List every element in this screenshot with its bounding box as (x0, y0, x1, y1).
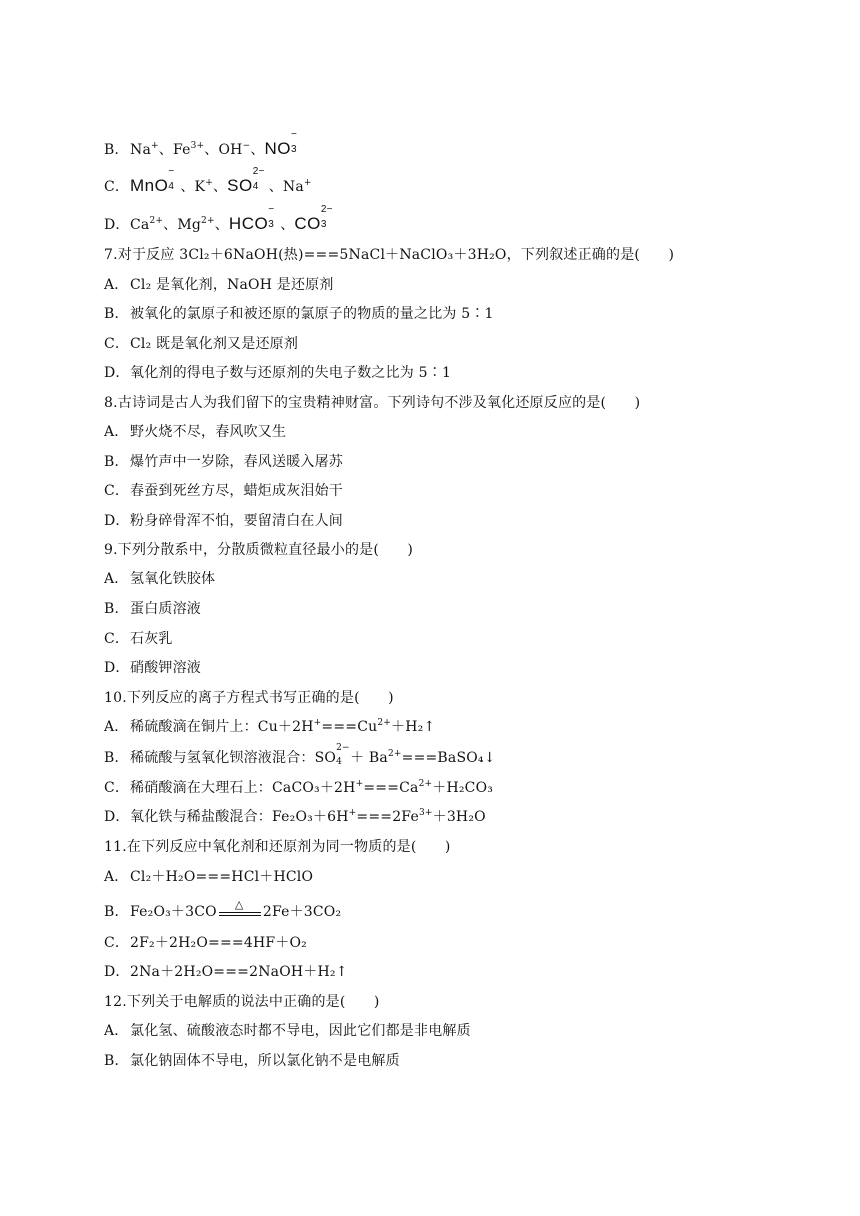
charge: 2+ (418, 779, 433, 789)
ion-k: 、K (180, 179, 206, 195)
q12-option-a (104, 1022, 471, 1040)
separator: 、 (280, 217, 295, 233)
charge: 2+ (201, 216, 215, 226)
option-letter: A． (104, 1023, 129, 1039)
option-letter: B． (104, 750, 129, 766)
charge: + (151, 141, 159, 151)
heat-triangle-icon: △ (234, 898, 244, 911)
q9-option-d (104, 659, 201, 677)
q8-option-a (104, 423, 286, 441)
option-letter: C． (104, 631, 130, 647)
option-letter: A． (104, 277, 129, 293)
charge: − (291, 129, 298, 140)
sulfate-index (336, 743, 350, 767)
q7-stem: 7.对于反应 3Cl₂＋6NaOH(热)===5NaCl＋NaClO₃＋3H₂O，下列叙述正确的是( ) (104, 247, 675, 263)
q10-stem: 10.下列反应的离子方程式书写正确的是( ) (104, 690, 394, 706)
ion-fe: 、Fe (158, 142, 191, 158)
option-letter: C． (104, 935, 130, 951)
charge: 3+ (190, 141, 205, 151)
subscript: 3 (268, 219, 274, 230)
separator: 、 (250, 142, 265, 158)
option-letter: B． (104, 904, 129, 920)
option-letter: B． (104, 306, 129, 322)
q8-option-d (104, 512, 343, 530)
option-letter: D． (104, 809, 130, 825)
option-text: 爆竹声中一岁除，春风送暖入屠苏 (130, 454, 343, 470)
charge: − (168, 166, 175, 177)
option-letter: A． (104, 869, 129, 885)
q11-option-c (104, 934, 307, 952)
option-text: 2Na＋2H₂O===2NaOH＋H₂↑ (130, 964, 348, 980)
equation-part: ===BaSO₄↓ (401, 750, 496, 766)
q8-option-c (104, 482, 343, 500)
q10-option-b (104, 743, 496, 767)
charge: − (242, 141, 251, 151)
q9-stem: 9.下列分散系中，分散质微粒直径最小的是( ) (104, 542, 414, 558)
ion-mno4-index (168, 166, 180, 193)
ion-na: Na (130, 142, 151, 158)
subscript: 3 (320, 219, 327, 230)
charge: + (355, 779, 364, 789)
q10-option-d (104, 808, 486, 826)
option-text: 氯化氢、硫酸液态时都不导电，因此它们都是非电解质 (130, 1023, 471, 1039)
option-text: 粉身碎骨浑不怕，要留清白在人间 (130, 513, 343, 529)
q11-option-b (104, 898, 342, 921)
option-text: Cl₂ 既是氧化剂又是还原剂 (130, 336, 299, 352)
q8-option-b (104, 453, 343, 471)
charge: 3+ (418, 808, 433, 818)
option-letter: B． (104, 601, 129, 617)
option-text: 石灰乳 (130, 631, 173, 647)
charge: 2− (320, 204, 333, 215)
equals-bar (219, 915, 261, 916)
option-letter: A． (104, 424, 129, 440)
equation-part: ===2Fe (356, 809, 419, 825)
charge: + (348, 808, 357, 818)
equals-bar (219, 912, 261, 913)
charge: + (313, 718, 322, 728)
q9-option-a (104, 570, 215, 588)
option-text: 被氧化的氯原子和被还原的氯原子的物质的量之比为 5∶1 (130, 306, 494, 322)
option-text: 硝酸钾溶液 (130, 660, 201, 676)
option-letter: B． (104, 454, 129, 470)
equation-part: 稀硫酸滴在铜片上：Cu＋2H (130, 719, 314, 735)
equation-part: ===Ca (363, 780, 419, 796)
separator: 、 (214, 217, 229, 233)
q11-stem: 11.在下列反应中氧化剂和还原剂为同一物质的是( ) (104, 839, 451, 855)
option-text: 氯化钠固体不导电，所以氯化钠不是电解质 (130, 1053, 400, 1069)
charge: 2+ (377, 718, 391, 728)
ion-co3: CO (294, 214, 321, 233)
charge: 2− (336, 743, 350, 753)
ion-na: 、Na (268, 179, 304, 195)
option-letter: A． (104, 571, 129, 587)
q9-option-b (104, 600, 201, 618)
equation-part: ＋ Ba (350, 750, 388, 766)
separator: 、 (212, 179, 228, 195)
option-letter: D． (104, 217, 130, 233)
ion-hco3-index (268, 204, 280, 231)
charge: 2+ (387, 749, 402, 759)
option-text: 2F₂＋2H₂O===4HF＋O₂ (130, 935, 307, 951)
ion-no3: NO (264, 139, 292, 158)
option-text: Cl₂＋H₂O===HCl＋HClO (130, 869, 314, 885)
ion-so4-index (252, 166, 269, 193)
equation-part: 氧化铁与稀盐酸混合：Fe₂O₃＋6H (130, 809, 349, 825)
equation-part: 2Fe＋3CO₂ (262, 904, 342, 920)
ion-mno4: MnO (130, 176, 169, 195)
q12-option-b (104, 1052, 400, 1070)
ion-so4: SO (227, 176, 253, 195)
equation-part: 稀硫酸与氢氧化钡溶液混合：SO (130, 750, 337, 766)
q7-option-a (104, 276, 334, 294)
q6-option-b (104, 129, 303, 159)
charge: − (268, 204, 275, 215)
subscript: 3 (291, 144, 297, 155)
option-letter: C． (104, 179, 130, 195)
q10-option-c (104, 779, 493, 797)
option-text: 氢氧化铁胶体 (130, 571, 216, 587)
q7-option-d (104, 364, 451, 382)
subscript: 4 (252, 181, 259, 192)
q12-stem: 12.下列关于电解质的说法中正确的是( ) (104, 994, 380, 1010)
option-letter: D． (104, 365, 130, 381)
option-letter: D． (104, 513, 130, 529)
option-letter: B． (104, 142, 129, 158)
option-letter: C． (104, 336, 130, 352)
q7-option-c (104, 335, 298, 353)
q10-option-a (104, 718, 435, 736)
subscript: 4 (168, 181, 175, 192)
ion-ca: Ca (130, 217, 150, 233)
option-letter: B． (104, 1053, 129, 1069)
option-text: 蛋白质溶液 (130, 601, 201, 617)
equation-part: Fe₂O₃＋3CO (130, 904, 217, 920)
option-text: Cl₂ 是氧化剂，NaOH 是还原剂 (130, 277, 334, 293)
q6-option-d (104, 204, 337, 234)
option-text: 氧化剂的得电子数与还原剂的失电子数之比为 5∶1 (130, 365, 452, 381)
q11-option-a (104, 868, 313, 886)
equation-part: ＋H₂↑ (391, 719, 436, 735)
option-letter: C． (104, 780, 130, 796)
ion-co3-index (320, 204, 337, 231)
equation-part: ＋3H₂O (432, 809, 486, 825)
equation-part: 稀硝酸滴在大理石上：CaCO₃＋2H (130, 780, 356, 796)
q9-option-c (104, 630, 173, 648)
subscript: 4 (336, 757, 343, 767)
q7-option-b (104, 305, 494, 323)
ion-oh: 、OH (204, 142, 243, 158)
charge: 2− (252, 166, 265, 177)
q6-option-c (104, 166, 312, 196)
option-letter: C． (104, 483, 130, 499)
charge: + (303, 178, 312, 188)
q8-stem: 8.古诗词是古人为我们留下的宝贵精神财富。下列诗句不涉及氧化还原反应的是( ) (104, 395, 641, 411)
ion-mg: 、Mg (163, 217, 202, 233)
equation-part: ＋H₂CO₃ (432, 780, 494, 796)
charge: + (205, 178, 213, 188)
q11-option-d (104, 963, 348, 981)
option-letter: D． (104, 964, 130, 980)
ion-no3-index (291, 129, 303, 156)
ion-hco3: HCO (228, 214, 269, 233)
option-text: 春蚕到死丝方尽，蜡炬成灰泪始干 (130, 483, 343, 499)
option-letter: A． (104, 719, 129, 735)
option-letter: D． (104, 660, 130, 676)
option-text: 野火烧不尽，春风吹又生 (130, 424, 287, 440)
charge: 2+ (149, 216, 164, 226)
equation-part: ===Cu (321, 719, 378, 735)
heating-condition-arrow (217, 898, 263, 919)
